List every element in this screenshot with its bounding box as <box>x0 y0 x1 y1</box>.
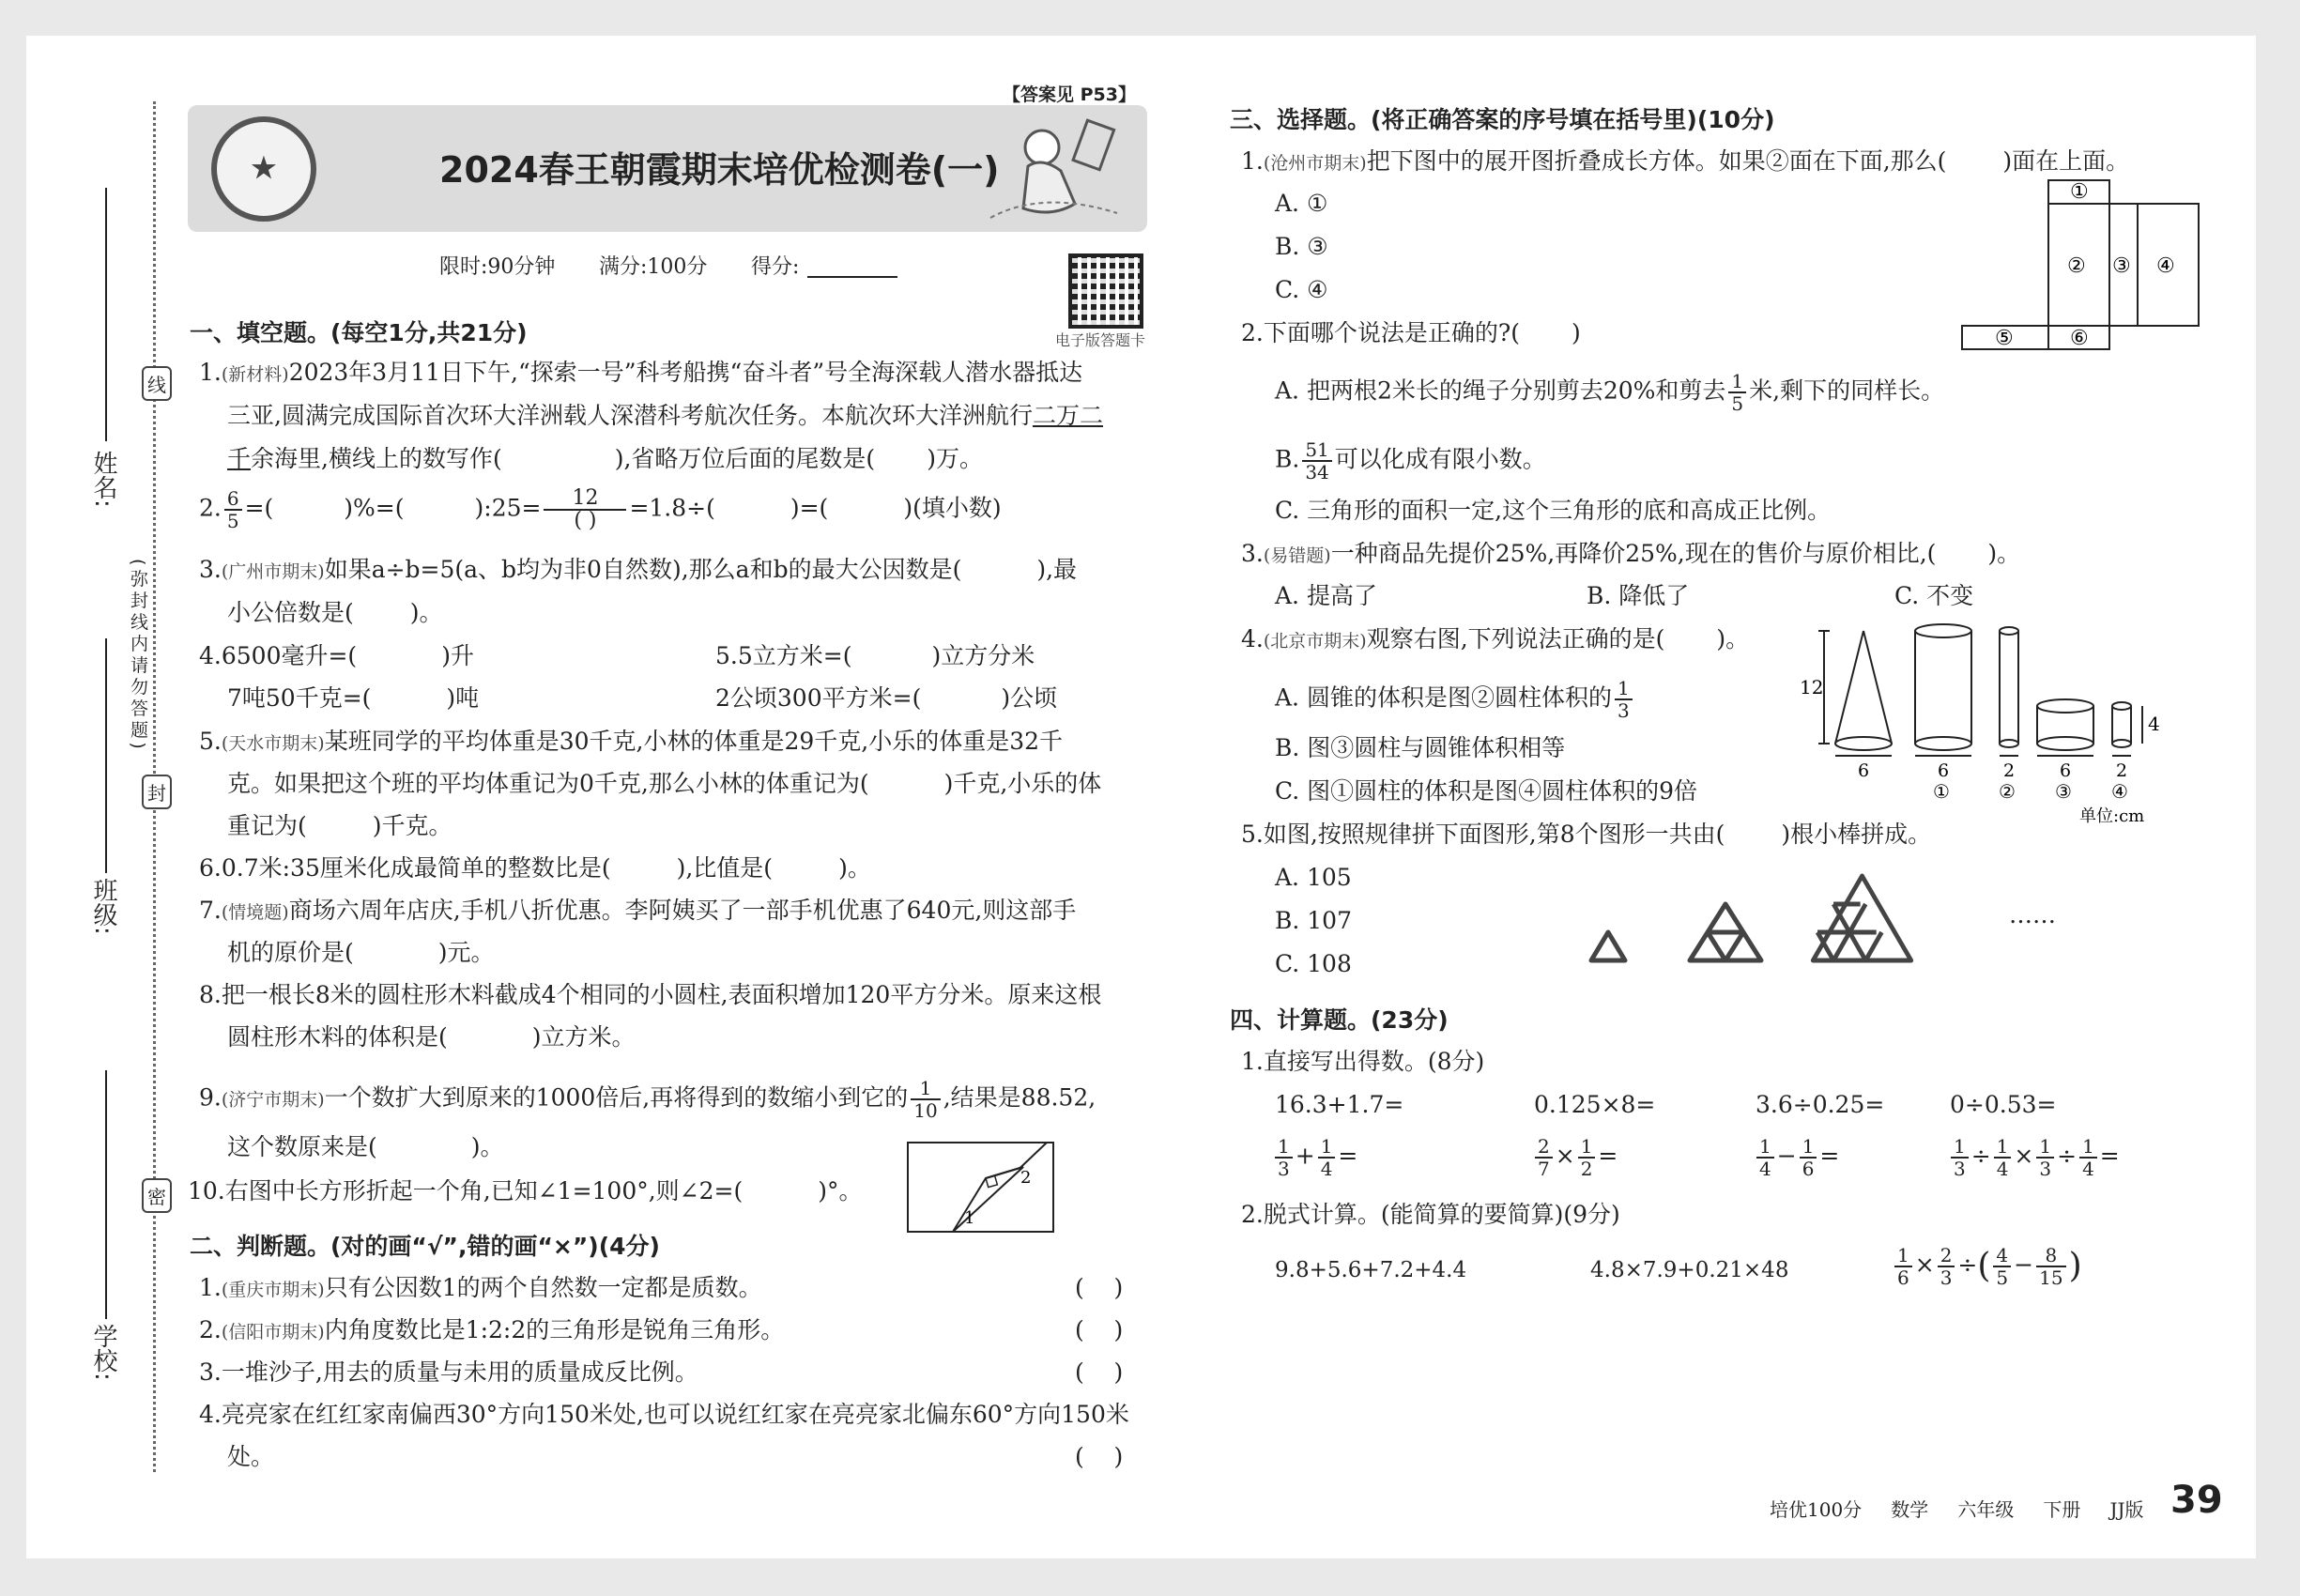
frac-1-3-d: 3 <box>1278 1158 1290 1180</box>
mc5-option-b[interactable]: B. 107 <box>1275 907 1352 934</box>
calc1-row2-expr-1: $\frac{1}{3}$ + $\frac{1}{4}$ = <box>1272 1136 1357 1179</box>
judge-item-4-cont: 处。 <box>227 1443 275 1470</box>
mc5-option-a[interactable]: A. 105 <box>1275 864 1352 891</box>
q7-text-2: 机的原价是( <box>227 939 354 966</box>
judge-4-text: 亮亮家在红红家南偏西30°方向150米处,也可以说红红家在亮亮家北偏东60°方向150米 <box>221 1401 1129 1428</box>
seal-mark: 封 <box>142 775 172 809</box>
q7-text-1: 商场六周年店庆,手机八折优惠。李阿姨买了一部手机优惠了640元,则这部手 <box>288 897 1077 924</box>
q1-line2 <box>227 400 1103 432</box>
q1-number: 1. <box>199 359 222 386</box>
footer-info <box>1770 1495 2144 1522</box>
mc5-ellipsis: …… <box>2009 901 2056 928</box>
net-face-5: ⑤ <box>1995 327 2014 350</box>
q4-a <box>199 640 474 672</box>
q2-part-f: )=( <box>790 494 829 522</box>
q2-line <box>199 488 1002 531</box>
calc1-line <box>1241 1046 1484 1078</box>
frac-1-4d-n: 1 <box>2079 1136 2097 1159</box>
solid-label-4: ④ <box>2111 780 2128 803</box>
calc1-expr-3: 3.6÷0.25= <box>1756 1091 1885 1118</box>
frac-2-7-d: 7 <box>1538 1158 1550 1180</box>
q1-text-2: 三亚,圆满完成国际首次环大洋洲载人深潜科考航次任务。本航次环大洋洲航行 <box>227 402 1033 429</box>
net-face-2: ② <box>2067 254 2086 278</box>
binding-note: (弥封线内请勿答题) <box>128 559 148 753</box>
diameter-label-3: 2 <box>2003 760 2016 781</box>
mc2-text-2: ) <box>1572 319 1581 346</box>
q3-line1 <box>199 554 1077 588</box>
q5-text-2b: )千克,小乐的体 <box>943 770 1102 797</box>
q9-line1 <box>199 1078 1096 1121</box>
q5-text-3: 重记为( <box>227 812 307 839</box>
mc4-a-num: 1 <box>1615 678 1633 700</box>
mc4-text: 观察右图,下列说法正确的是( <box>1366 625 1665 652</box>
q3-text-1: 如果a÷b=5(a、b均为非0自然数),那么a和b的最大公因数是( <box>324 556 962 583</box>
calc1-text: 直接写出得数。(8分) <box>1263 1048 1485 1075</box>
q1-text-1: 2023年3月11日下午,“探索一号”科考船携“奋斗者”号全海深载人潜水器抵达 <box>288 359 1083 386</box>
judge-1-text: 只有公因数1的两个自然数一定都是质数。 <box>324 1274 762 1301</box>
mc2-option-b[interactable] <box>1275 439 1546 483</box>
frac-1-4b-n: 1 <box>1756 1136 1774 1159</box>
frac-1-6-d: 6 <box>1802 1158 1815 1180</box>
name-label: 姓名: <box>89 451 117 508</box>
judge-1-answer[interactable]: ( ) <box>1075 1274 1124 1301</box>
mc2-line <box>1241 317 1581 349</box>
net-face-6: ⑥ <box>2070 327 2089 350</box>
q7-number: 7. <box>199 897 222 924</box>
net-face-3: ③ <box>2112 254 2131 278</box>
mc4-line <box>1241 623 1749 657</box>
q2-part-c: ):25= <box>474 494 542 522</box>
q1-line3 <box>227 443 983 475</box>
q3-tag: (广州市期末) <box>221 561 325 582</box>
diameter-label-1: 6 <box>1858 760 1870 781</box>
q4-number: 4. <box>199 642 222 669</box>
secret-mark: 密 <box>142 1178 172 1213</box>
calc1-number: 1. <box>1241 1048 1264 1075</box>
mc2-option-c[interactable]: C. 三角形的面积一定,这个三角形的底和高成正比例。 <box>1275 497 1832 524</box>
mc3-option-c[interactable]: C. 不变 <box>1894 582 1974 609</box>
q6-text-a: 0.7米:35厘米化成最简单的整数比是( <box>221 854 611 882</box>
full-score: 满分:100分 <box>599 255 708 279</box>
q4-d <box>715 683 1057 714</box>
diameter-label-5: 2 <box>2116 760 2128 781</box>
frac-4-5 <box>1993 1245 2011 1288</box>
footer-subject: 数学 <box>1891 1498 1929 1521</box>
q8-line2 <box>227 1021 636 1053</box>
mc1-number: 1. <box>1241 147 1264 175</box>
line-mark: 线 <box>142 366 172 401</box>
judge-2-answer[interactable]: ( ) <box>1075 1316 1124 1343</box>
judge-1-number: 1. <box>199 1274 222 1301</box>
q1-text-3a: 千 <box>227 445 252 472</box>
q10-line <box>188 1175 863 1207</box>
q3-text-2b: )。 <box>409 599 443 626</box>
q2-part-e: =1.8÷( <box>629 494 715 522</box>
frac-1-2-d: 2 <box>1580 1158 1593 1180</box>
q4-c-text: 7吨50千克=( <box>227 684 372 712</box>
qr-caption: 电子版答题卡 <box>1055 331 1146 349</box>
calc1-row2-expr-2: $\frac{2}{7}$ × $\frac{1}{2}$ = <box>1532 1136 1618 1179</box>
q5-number: 5. <box>199 728 222 755</box>
judge-3-number: 3. <box>199 1358 222 1386</box>
mc2-b-den: 34 <box>1305 461 1329 483</box>
mc2-b-num: 51 <box>1302 439 1331 462</box>
mc2-option-a[interactable] <box>1275 371 1944 414</box>
left-paren: ( <box>1977 1247 1991 1285</box>
q10-text-a: 右图中长方形折起一个角,已知∠1=100°,则∠2=( <box>224 1177 744 1205</box>
frac-1-3c-n: 1 <box>2036 1136 2054 1159</box>
brand-logo <box>211 116 316 222</box>
q6-line <box>199 852 871 884</box>
q9-frac-den: 10 <box>913 1099 938 1122</box>
frac-1-4b <box>1756 1136 1774 1179</box>
q4-d-unit: )公顷 <box>1001 684 1058 712</box>
solid-label-3: ③ <box>2055 780 2072 803</box>
frac-2-3-n: 2 <box>1938 1245 1955 1267</box>
q1-underlined: 二万二 <box>1032 402 1103 429</box>
exam-title: 2024春王朝霞期末培优检测卷(一) <box>439 149 1000 191</box>
q10-number: 10. <box>188 1177 225 1205</box>
q9-line2 <box>227 1131 504 1163</box>
q2-part-b: )%=( <box>344 494 405 522</box>
qr-code[interactable] <box>1068 253 1143 329</box>
q4-a-unit: )升 <box>441 642 474 669</box>
q9-number: 9. <box>199 1083 222 1112</box>
judge-3-text: 一堆沙子,用去的质量与未用的质量成反比例。 <box>221 1358 698 1386</box>
frac-1-3b-d: 3 <box>1954 1158 1966 1180</box>
mc4-option-a[interactable] <box>1275 678 1635 721</box>
q2-frac2-num: 12 <box>544 488 626 511</box>
class-underline <box>105 638 107 873</box>
frac-1-2 <box>1578 1136 1596 1179</box>
page-number: 39 <box>2170 1479 2223 1522</box>
section4-title: 四、计算题。(23分) <box>1230 1006 1449 1034</box>
frac-1-3-n: 1 <box>1275 1136 1293 1159</box>
solids-figure <box>1798 620 2173 835</box>
school-label: 学校: <box>89 1324 117 1381</box>
q2-frac2-den: ( ) <box>574 509 597 532</box>
unit-label: 单位:cm <box>2079 806 2145 826</box>
footer-grade: 六年级 <box>1957 1498 2015 1521</box>
school-underline <box>105 1070 107 1319</box>
q5-text-2: 克。如果把这个班的平均体重记为0千克,那么小林的体重记为( <box>227 770 869 797</box>
q4-b <box>715 640 1035 672</box>
q8-text-2: 圆柱形木料的体积是( <box>227 1023 448 1051</box>
frac-2-7 <box>1535 1136 1553 1179</box>
q3-number: 3. <box>199 556 222 583</box>
judge-item-1 <box>199 1272 762 1306</box>
matchstick-triangles-figure <box>1577 868 1934 975</box>
frac-1-3c <box>2036 1136 2054 1179</box>
diameter-label-4: 6 <box>2060 760 2072 781</box>
q4-a-text: 6500毫升=( <box>221 642 358 669</box>
frac-2-3-d: 3 <box>1940 1266 1953 1289</box>
mc4-a-fraction <box>1615 678 1633 721</box>
q9-frac-num: 1 <box>911 1078 940 1100</box>
time-limit: 限时:90分钟 <box>439 255 556 279</box>
mc2-b-text: 可以化成有限小数。 <box>1334 445 1546 473</box>
q3-line2 <box>227 597 443 629</box>
calc1-expr-4: 0÷0.53= <box>1950 1091 2057 1118</box>
footer-book: 培优100分 <box>1770 1498 1863 1521</box>
mc1-option-b[interactable]: B. ③ <box>1275 233 1328 260</box>
frac-1-6 <box>1800 1136 1817 1179</box>
q9-text-2b: )。 <box>470 1133 504 1160</box>
frac-8-15-d: 15 <box>2039 1266 2063 1289</box>
score-field[interactable] <box>807 276 897 278</box>
judge-1-tag: (重庆市期末) <box>221 1280 325 1300</box>
frac-1-4c-n: 1 <box>1994 1136 2012 1159</box>
q2-part-g: )(填小数) <box>903 494 1002 522</box>
net-face-1: ① <box>2070 180 2089 204</box>
right-paren: ) <box>2068 1247 2082 1285</box>
section2-title: 二、判断题。(对的画“√”,错的画“×”)(4分) <box>190 1233 660 1260</box>
q4-c-unit: )吨 <box>446 684 480 712</box>
mc1-option-c[interactable]: C. ④ <box>1275 276 1328 303</box>
diameter-label-2: 6 <box>1938 760 1950 781</box>
frac-1-3b-n: 1 <box>1951 1136 1969 1159</box>
calc1-expr-2: 0.125×8= <box>1534 1091 1656 1118</box>
calc2-text: 脱式计算。(能简算的要简算)(9分) <box>1263 1201 1620 1228</box>
section1-title: 一、填空题。(每空1分,共21分) <box>190 319 528 346</box>
q9-text-1b: ,结果是88.52, <box>943 1083 1096 1112</box>
frac-1-3 <box>1275 1136 1293 1179</box>
mc2-text: 下面哪个说法是正确的?( <box>1263 319 1521 346</box>
mc1-tag: (沧州市期末) <box>1263 153 1367 174</box>
frac-8-15-n: 8 <box>2036 1245 2065 1267</box>
mc5-text-2: )根小棒拼成。 <box>1781 821 1932 848</box>
q8-text-1: 把一根长8米的圆柱形木料截成4个相同的小圆柱,表面积增加120平方分米。原来这根 <box>221 981 1102 1008</box>
mc4-option-b[interactable]: B. 图③圆柱与圆锥体积相等 <box>1275 734 1566 761</box>
q8-line1 <box>199 979 1101 1011</box>
section3-title: 三、选择题。(将正确答案的序号填在括号里)(10分) <box>1230 106 1775 133</box>
footer-volume: 下册 <box>2043 1498 2081 1521</box>
q9-fraction <box>911 1078 940 1121</box>
q2-fraction-2 <box>544 488 626 531</box>
q4-b-text: 5.5立方米=( <box>715 642 852 669</box>
mc3-tag: (易错题) <box>1263 545 1331 566</box>
mc3-line <box>1241 538 2020 572</box>
mc2-b-fraction <box>1302 439 1331 483</box>
mc5-line <box>1241 819 1931 851</box>
mc2-a-fraction <box>1728 371 1746 414</box>
frac-1-6-n: 1 <box>1800 1136 1817 1159</box>
calc2-expr-3: $\frac{1}{6}$ × $\frac{2}{3}$ ÷( $\frac{4}{5}$ − $\frac{8}{15}$ ) <box>1892 1245 2082 1288</box>
mc2-a-num: 1 <box>1728 371 1746 393</box>
judge-item-2 <box>199 1314 784 1348</box>
judge-2-tag: (信阳市期末) <box>221 1322 325 1343</box>
frac-1-4 <box>1318 1136 1336 1179</box>
frac-1-4b-d: 4 <box>1759 1158 1771 1180</box>
cone-height-label: 12 <box>1800 676 1824 698</box>
mc2-a-den: 5 <box>1731 392 1744 415</box>
mc1-text-2: )面在上面。 <box>2002 147 2130 175</box>
mc4-a-text: A. 圆锥的体积是图②圆柱体积的 <box>1275 683 1612 712</box>
frac-1-4c-d: 4 <box>1996 1158 2009 1180</box>
mc2-number: 2. <box>1241 319 1264 346</box>
solid-label-1: ① <box>1933 780 1950 803</box>
frac-1-4d-d: 4 <box>2082 1158 2094 1180</box>
q10-angle2-label: 2 <box>1020 1168 1032 1188</box>
mc3-text: 一种商品先提价25%,再降价25%,现在的售价与原价相比,( <box>1330 540 1937 567</box>
mc4-option-c[interactable]: C. 图①圆柱的体积是图④圆柱体积的9倍 <box>1275 777 1698 805</box>
judge-item-4 <box>199 1399 1129 1431</box>
q9-text-2: 这个数原来是( <box>227 1133 377 1160</box>
mc4-a-den: 3 <box>1617 699 1630 722</box>
class-label: 班级: <box>89 878 117 935</box>
mc2-b-prefix: B. <box>1275 445 1300 473</box>
judge-4-answer[interactable]: ( ) <box>1075 1443 1124 1470</box>
q4-c <box>227 683 479 714</box>
calc2-line <box>1241 1199 1620 1231</box>
frac-1-4c <box>1994 1136 2012 1179</box>
frac-1-6b-n: 1 <box>1894 1245 1912 1267</box>
mc5-number: 5. <box>1241 821 1264 848</box>
mc1-option-a[interactable]: A. ① <box>1275 190 1328 217</box>
q9-tag: (济宁市期末) <box>221 1089 325 1111</box>
calc2-expr-1: 9.8+5.6+7.2+4.4 <box>1275 1258 1467 1282</box>
judge-2-number: 2. <box>199 1316 222 1343</box>
q5-text-1: 某班同学的平均体重是30千克,小林的体重是29千克,小乐的体重是32千 <box>324 728 1064 755</box>
score-label: 得分: <box>751 255 800 279</box>
frac-1-4d <box>2079 1136 2097 1179</box>
frac-2-7-n: 2 <box>1535 1136 1553 1159</box>
q2-part-a: =( <box>244 494 274 522</box>
footer-edition: JJ版 <box>2109 1498 2144 1521</box>
q5-line3 <box>227 810 452 842</box>
frac-1-4-d: 4 <box>1320 1158 1333 1180</box>
frac-4-5-d: 5 <box>1996 1266 2009 1289</box>
judge-item-3 <box>199 1357 698 1389</box>
q1-text-3d: )万。 <box>927 445 983 472</box>
cuboid-net-figure <box>1507 178 2201 356</box>
q10-text-b: )°。 <box>818 1177 863 1205</box>
q2-number: 2. <box>199 494 222 522</box>
q5-line2 <box>227 768 1101 800</box>
q9-text-1: 一个数扩大到原来的1000倍后,再将得到的数缩小到它的 <box>324 1083 909 1112</box>
mc1-text: 把下图中的展开图折叠成长方体。如果②面在下面,那么( <box>1366 147 1947 175</box>
mc2-a-text-2: 米,剩下的同样长。 <box>1749 376 1945 405</box>
q5-line1 <box>199 726 1063 760</box>
mc2-a-text: A. 把两根2米长的绳子分别剪去20%和剪去 <box>1275 376 1726 405</box>
answer-reference: 【答案见 P53】 <box>1003 84 1136 105</box>
net-face-4: ④ <box>2156 254 2175 278</box>
mc3-text-2: )。 <box>1987 540 2021 567</box>
q1-tag: (新材料) <box>221 364 289 385</box>
mc5-option-c[interactable]: C. 108 <box>1275 950 1352 977</box>
mc4-number: 4. <box>1241 625 1264 652</box>
q7-text-2b: )元。 <box>437 939 495 966</box>
mc1-line <box>1241 146 2129 179</box>
q7-line1 <box>199 895 1076 928</box>
q6-text-c: )。 <box>838 854 871 882</box>
frac-1-3b <box>1951 1136 1969 1179</box>
q6-number: 6. <box>199 854 222 882</box>
q1-text-3b: 余海里,横线上的数写作( <box>251 445 502 472</box>
frac-1-6b <box>1894 1245 1912 1288</box>
calc1-row2-expr-3: $\frac{1}{4}$ − $\frac{1}{6}$ = <box>1754 1136 1839 1179</box>
q2-frac-num: 6 <box>224 488 242 511</box>
q3-text-1b: ),最 <box>1036 556 1078 583</box>
mc3-option-a[interactable]: A. 提高了 <box>1275 582 1377 609</box>
calc1-expr-1: 16.3+1.7= <box>1275 1091 1404 1118</box>
mc5-text: 如图,按照规律拼下面图形,第8个图形一共由( <box>1263 821 1725 848</box>
judge-3-answer[interactable]: ( ) <box>1075 1358 1124 1386</box>
frac-4-5-n: 4 <box>1993 1245 2011 1267</box>
q2-frac-den: 5 <box>226 510 239 532</box>
frac-1-2-n: 1 <box>1578 1136 1596 1159</box>
q7-line2 <box>227 937 495 969</box>
frac-1-3c-d: 3 <box>2039 1158 2052 1180</box>
brand-logo-mark: ★ <box>251 152 277 185</box>
mc3-option-b[interactable]: B. 降低了 <box>1587 582 1690 609</box>
q2-fraction <box>224 488 242 531</box>
frac-8-15 <box>2036 1245 2065 1288</box>
calc2-number: 2. <box>1241 1201 1264 1228</box>
mc3-number: 3. <box>1241 540 1264 567</box>
name-underline <box>105 188 107 441</box>
mc4-tag: (北京市期末) <box>1263 631 1367 652</box>
q7-tag: (情境题) <box>221 902 289 923</box>
frac-1-6b-d: 6 <box>1897 1266 1909 1289</box>
calc1-row2-expr-4: $\frac{1}{3}$ ÷ $\frac{1}{4}$ × $\frac{1}{3}$ ÷ $\frac{1}{4}$ = <box>1948 1136 2120 1179</box>
q4-d-text: 2公顷300平方米=( <box>715 684 922 712</box>
judge-4-number: 4. <box>199 1401 222 1428</box>
q10-angle1-label: 1 <box>964 1208 975 1228</box>
q4-b-unit: )立方分米 <box>931 642 1035 669</box>
solid-label-2: ② <box>1999 780 2016 803</box>
mascot-illustration <box>986 115 1127 223</box>
short-height-label: 4 <box>2148 713 2160 735</box>
calc2-expr-2: 4.8×7.9+0.21×48 <box>1590 1258 1789 1282</box>
q8-number: 8. <box>199 981 222 1008</box>
judge-2-text: 内角度数比是1:2:2的三角形是锐角三角形。 <box>324 1316 785 1343</box>
frac-2-3 <box>1938 1245 1955 1288</box>
q5-text-3b: )千克。 <box>372 812 452 839</box>
mc4-text-2: )。 <box>1716 625 1750 652</box>
q3-text-2: 小公倍数是( <box>227 599 354 626</box>
q6-text-b: ),比值是( <box>676 854 774 882</box>
q8-text-2b: )立方米。 <box>531 1023 636 1051</box>
q1-text-3c: ),省略万位后面的尾数是( <box>614 445 876 472</box>
frac-1-4-n: 1 <box>1318 1136 1336 1159</box>
qr-code-overlay <box>1072 257 1140 325</box>
q5-tag: (天水市期末) <box>221 733 325 754</box>
q1-line1 <box>199 357 1082 391</box>
q10-folded-rectangle-figure <box>906 1141 1056 1238</box>
